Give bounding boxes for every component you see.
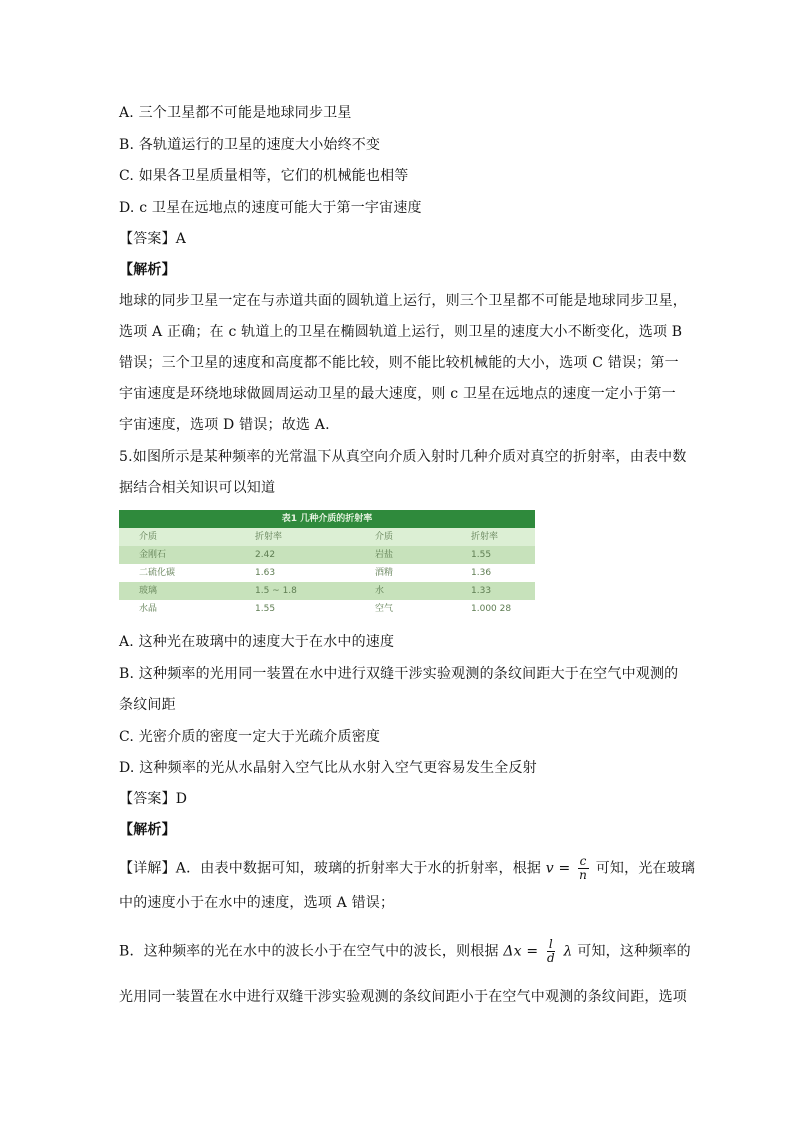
q5-stem-line-2: 据结合相关知识可以知道 <box>119 480 276 496</box>
q5-detail-b-line-1 <box>119 938 691 965</box>
q4-option-a: A. 三个卫星都不可能是地球同步卫星 <box>119 105 352 121</box>
q5-detail-b-line-2: 光用同一装置在水中进行双缝干涉实验观测的条纹间距小于在空气中观测的条纹间距，选项 <box>119 989 687 1005</box>
table-header-cell: 折射率 <box>255 532 283 542</box>
detail-a-text-after: 可知，光在玻璃 <box>595 860 696 877</box>
fraction-denominator: n <box>579 868 588 882</box>
detail-b-text: B．这种频率的光在水中的波长小于在空气中的波长，则根据 <box>119 943 499 960</box>
formula-lhs: Δx = <box>503 943 539 960</box>
q4-analysis-line-4: 宇宙速度是环绕地球做圆周运动卫星的最大速度，则 c 卫星在远地点的速度一定小于第一 <box>119 386 676 402</box>
table-cell: 水 <box>375 586 385 596</box>
q5-detail-a-line-1 <box>119 855 695 882</box>
q4-option-c: C. 如果各卫星质量相等，它们的机械能也相等 <box>119 168 409 184</box>
fraction-denominator: d <box>547 951 555 965</box>
q5-option-c: C. 光密介质的密度一定大于光疏介质密度 <box>119 729 381 745</box>
q4-answer: 【答案】A <box>119 231 187 247</box>
q4-analysis-line-2: 选项 A 正确；在 c 轨道上的卫星在椭圆轨道上运行，则卫星的速度大小不断变化，选项 B <box>119 324 683 340</box>
table-cell: 1.36 <box>471 568 492 578</box>
fraction <box>577 855 589 882</box>
formula-lhs: v = <box>545 860 571 877</box>
table-cell: 1.5 ~ 1.8 <box>255 586 297 596</box>
table-title: 表1 几种介质的折射率 <box>119 510 535 528</box>
q5-option-a: A. 这种光在玻璃中的速度大于在水中的速度 <box>119 634 395 650</box>
table-cell: 1.63 <box>255 568 276 578</box>
table-row <box>119 600 535 618</box>
table-cell: 2.42 <box>255 550 276 560</box>
table-header-row <box>119 528 535 546</box>
q5-option-d: D. 这种频率的光从水晶射入空气比从水射入空气更容易发生全反射 <box>119 760 537 776</box>
q5-analysis-label: 【解析】 <box>119 822 176 838</box>
q4-analysis-line-3: 错误；三个卫星的速度和高度都不能比较，则不能比较机械能的大小，选项 C 错误；第一 <box>119 355 679 371</box>
table-row <box>119 564 535 582</box>
q5-option-b: B. 这种频率的光用同一装置在水中进行双缝干涉实验观测的条纹间距大于在空气中观测的 <box>119 666 679 682</box>
table-cell: 1.000 28 <box>471 604 512 614</box>
fraction-numerator: l <box>548 937 553 951</box>
q5-stem-line-1: 5.如图所示是某种频率的光常温下从真空向介质入射时几种介质对真空的折射率，由表中数 <box>119 449 687 465</box>
formula-rhs: λ <box>563 943 573 960</box>
fraction-numerator: c <box>579 854 587 868</box>
q4-analysis-line-1: 地球的同步卫星一定在与赤道共面的圆轨道上运行，则三个卫星都不可能是地球同步卫星， <box>119 293 687 309</box>
q4-option-b: B. 各轨道运行的卫星的速度大小始终不变 <box>119 137 381 153</box>
table-cell: 玻璃 <box>139 586 158 596</box>
table-cell: 空气 <box>375 604 394 614</box>
q4-option-d: D. c 卫星在远地点的速度可能大于第一宇宙速度 <box>119 200 422 216</box>
q4-analysis-line-5: 宇宙速度，选项 D 错误；故选 A. <box>119 417 330 433</box>
detail-a-text: 【详解】A．由表中数据可知，玻璃的折射率大于水的折射率，根据 <box>119 860 542 877</box>
table-header-cell: 介质 <box>375 532 394 542</box>
table-header-cell: 折射率 <box>471 532 499 542</box>
table-cell: 1.55 <box>255 604 276 614</box>
detail-b-text-after: 可知，这种频率的 <box>577 943 691 960</box>
fraction <box>545 938 557 965</box>
table-header-cell: 介质 <box>139 532 158 542</box>
q5-option-b-continued: 条纹间距 <box>119 697 176 713</box>
table-cell: 水晶 <box>139 604 158 614</box>
formula-v-c-over-n <box>546 855 591 882</box>
table-cell: 二硫化碳 <box>139 568 176 578</box>
table-row <box>119 582 535 600</box>
table-cell: 岩盐 <box>375 550 394 560</box>
table-cell: 1.55 <box>471 550 492 560</box>
table-cell: 酒精 <box>375 568 394 578</box>
q4-analysis-label: 【解析】 <box>119 262 176 278</box>
table-cell: 金刚石 <box>139 550 167 560</box>
table-row <box>119 546 535 564</box>
q5-detail-a-line-2: 中的速度小于在水中的速度，选项 A 错误； <box>119 895 395 911</box>
table-cell: 1.33 <box>471 586 492 596</box>
refractive-index-table <box>119 510 535 620</box>
formula-delta-x <box>503 938 572 965</box>
q5-answer: 【答案】D <box>119 791 188 807</box>
